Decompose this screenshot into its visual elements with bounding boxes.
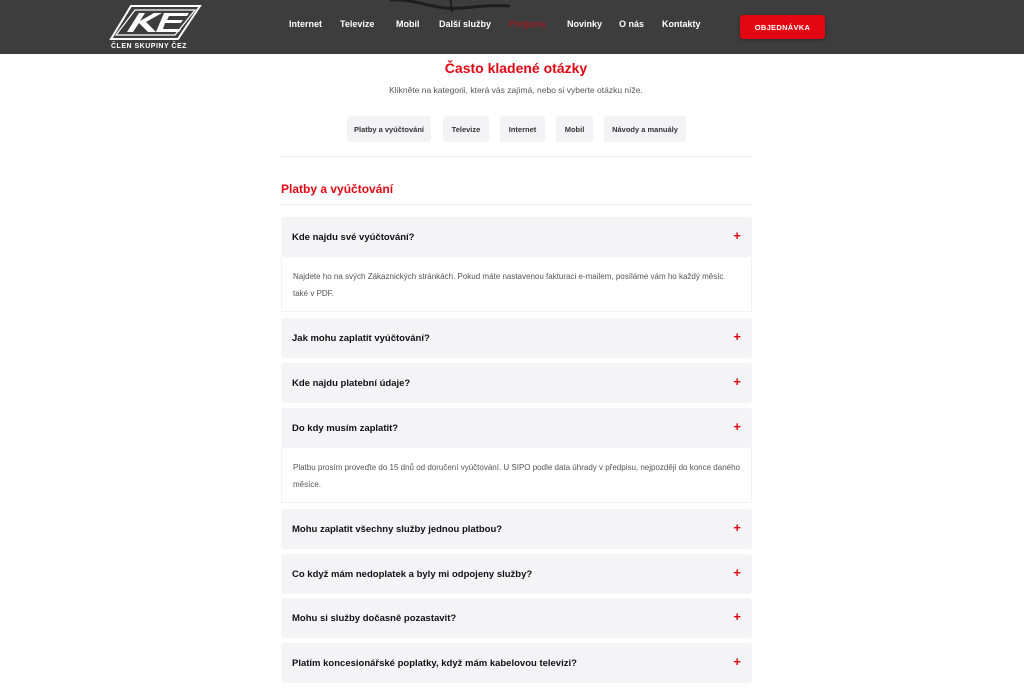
category-mobil[interactable]: Mobil <box>556 116 593 142</box>
faq-question-text: Do kdy musím zaplatit? <box>292 422 399 434</box>
plus-icon[interactable]: + <box>733 419 741 434</box>
faq-question[interactable] <box>281 408 752 448</box>
faq-question-text: Co když mám nedoplatek a byly mi odpojeny služby? <box>292 568 533 580</box>
faq-question-text: Jak mohu zaplatit vyúčtování? <box>292 332 430 344</box>
nav-kontakty[interactable]: Kontakty <box>662 19 701 29</box>
header-decoration <box>390 0 510 16</box>
faq-question[interactable] <box>281 554 752 594</box>
divider <box>281 204 752 205</box>
plus-icon[interactable]: + <box>733 609 741 624</box>
faq-question[interactable] <box>281 598 752 638</box>
faq-question[interactable] <box>281 643 752 683</box>
page-title: Často kladené otázky <box>444 60 588 76</box>
faq-question[interactable] <box>281 318 752 358</box>
faq-question[interactable] <box>281 363 752 403</box>
category-platby[interactable]: Platby a vyúčtování <box>347 116 431 142</box>
faq-question-text: Platím koncesionářské poplatky, když mám kabelovou televizi? <box>292 657 577 669</box>
category-internet[interactable]: Internet <box>500 116 545 142</box>
nav-o-nas[interactable]: O nás <box>619 19 645 29</box>
faq-question-text: Mohu si služby dočasně pozastavit? <box>292 612 457 624</box>
order-button[interactable]: OBJEDNÁVKA <box>740 15 825 39</box>
plus-icon[interactable]: + <box>733 374 741 389</box>
nav-televize[interactable]: Televize <box>340 19 375 29</box>
plus-icon[interactable]: + <box>733 329 741 344</box>
faq-question-text: Mohu zaplatit všechny služby jednou platbou? <box>292 523 503 535</box>
nav-internet[interactable]: Internet <box>289 19 323 29</box>
plus-icon[interactable]: + <box>733 565 741 580</box>
faq-question[interactable] <box>281 509 752 549</box>
faq-question[interactable] <box>281 217 752 257</box>
plus-icon[interactable]: + <box>733 520 741 535</box>
faq-answer: Najdete ho na svých Zákaznických stránkách. Pokud máte nastavenou fakturaci e-mailem, posíláme vám ho každý měsíc také v PDF. <box>281 257 752 312</box>
plus-icon[interactable]: + <box>733 654 741 669</box>
divider <box>281 156 752 157</box>
page-subtitle: Klikněte na kategorii, která vás zajímá, nebo si vyberte otázku níže. <box>389 85 643 95</box>
nav-dalsi-sluzby[interactable]: Další služby <box>439 19 492 29</box>
plus-icon[interactable]: + <box>733 228 741 243</box>
faq-question-text: Kde najdu platební údaje? <box>292 377 411 389</box>
category-navody[interactable]: Návody a manuály <box>604 116 686 142</box>
faq-answer: Platbu prosím proveďte do 15 dnů od doručení vyúčtování. U SIPO podle data úhrady v předpisu, nejpozději do konce daného měsíce. <box>281 448 752 503</box>
faq-question-text: Kde najdu své vyúčtování? <box>292 231 415 243</box>
site-header <box>0 0 1024 54</box>
nav-podpora[interactable]: Podpora <box>509 19 546 29</box>
nav-mobil[interactable]: Mobil <box>396 19 420 29</box>
company-logo-icon[interactable] <box>109 3 202 41</box>
nav-novinky[interactable]: Novinky <box>567 19 603 29</box>
section-title: Platby a vyúčtování <box>281 182 394 196</box>
logo-subtitle: ČLEN SKUPINY ČEZ <box>111 43 187 50</box>
category-televize[interactable]: Televize <box>443 116 489 142</box>
